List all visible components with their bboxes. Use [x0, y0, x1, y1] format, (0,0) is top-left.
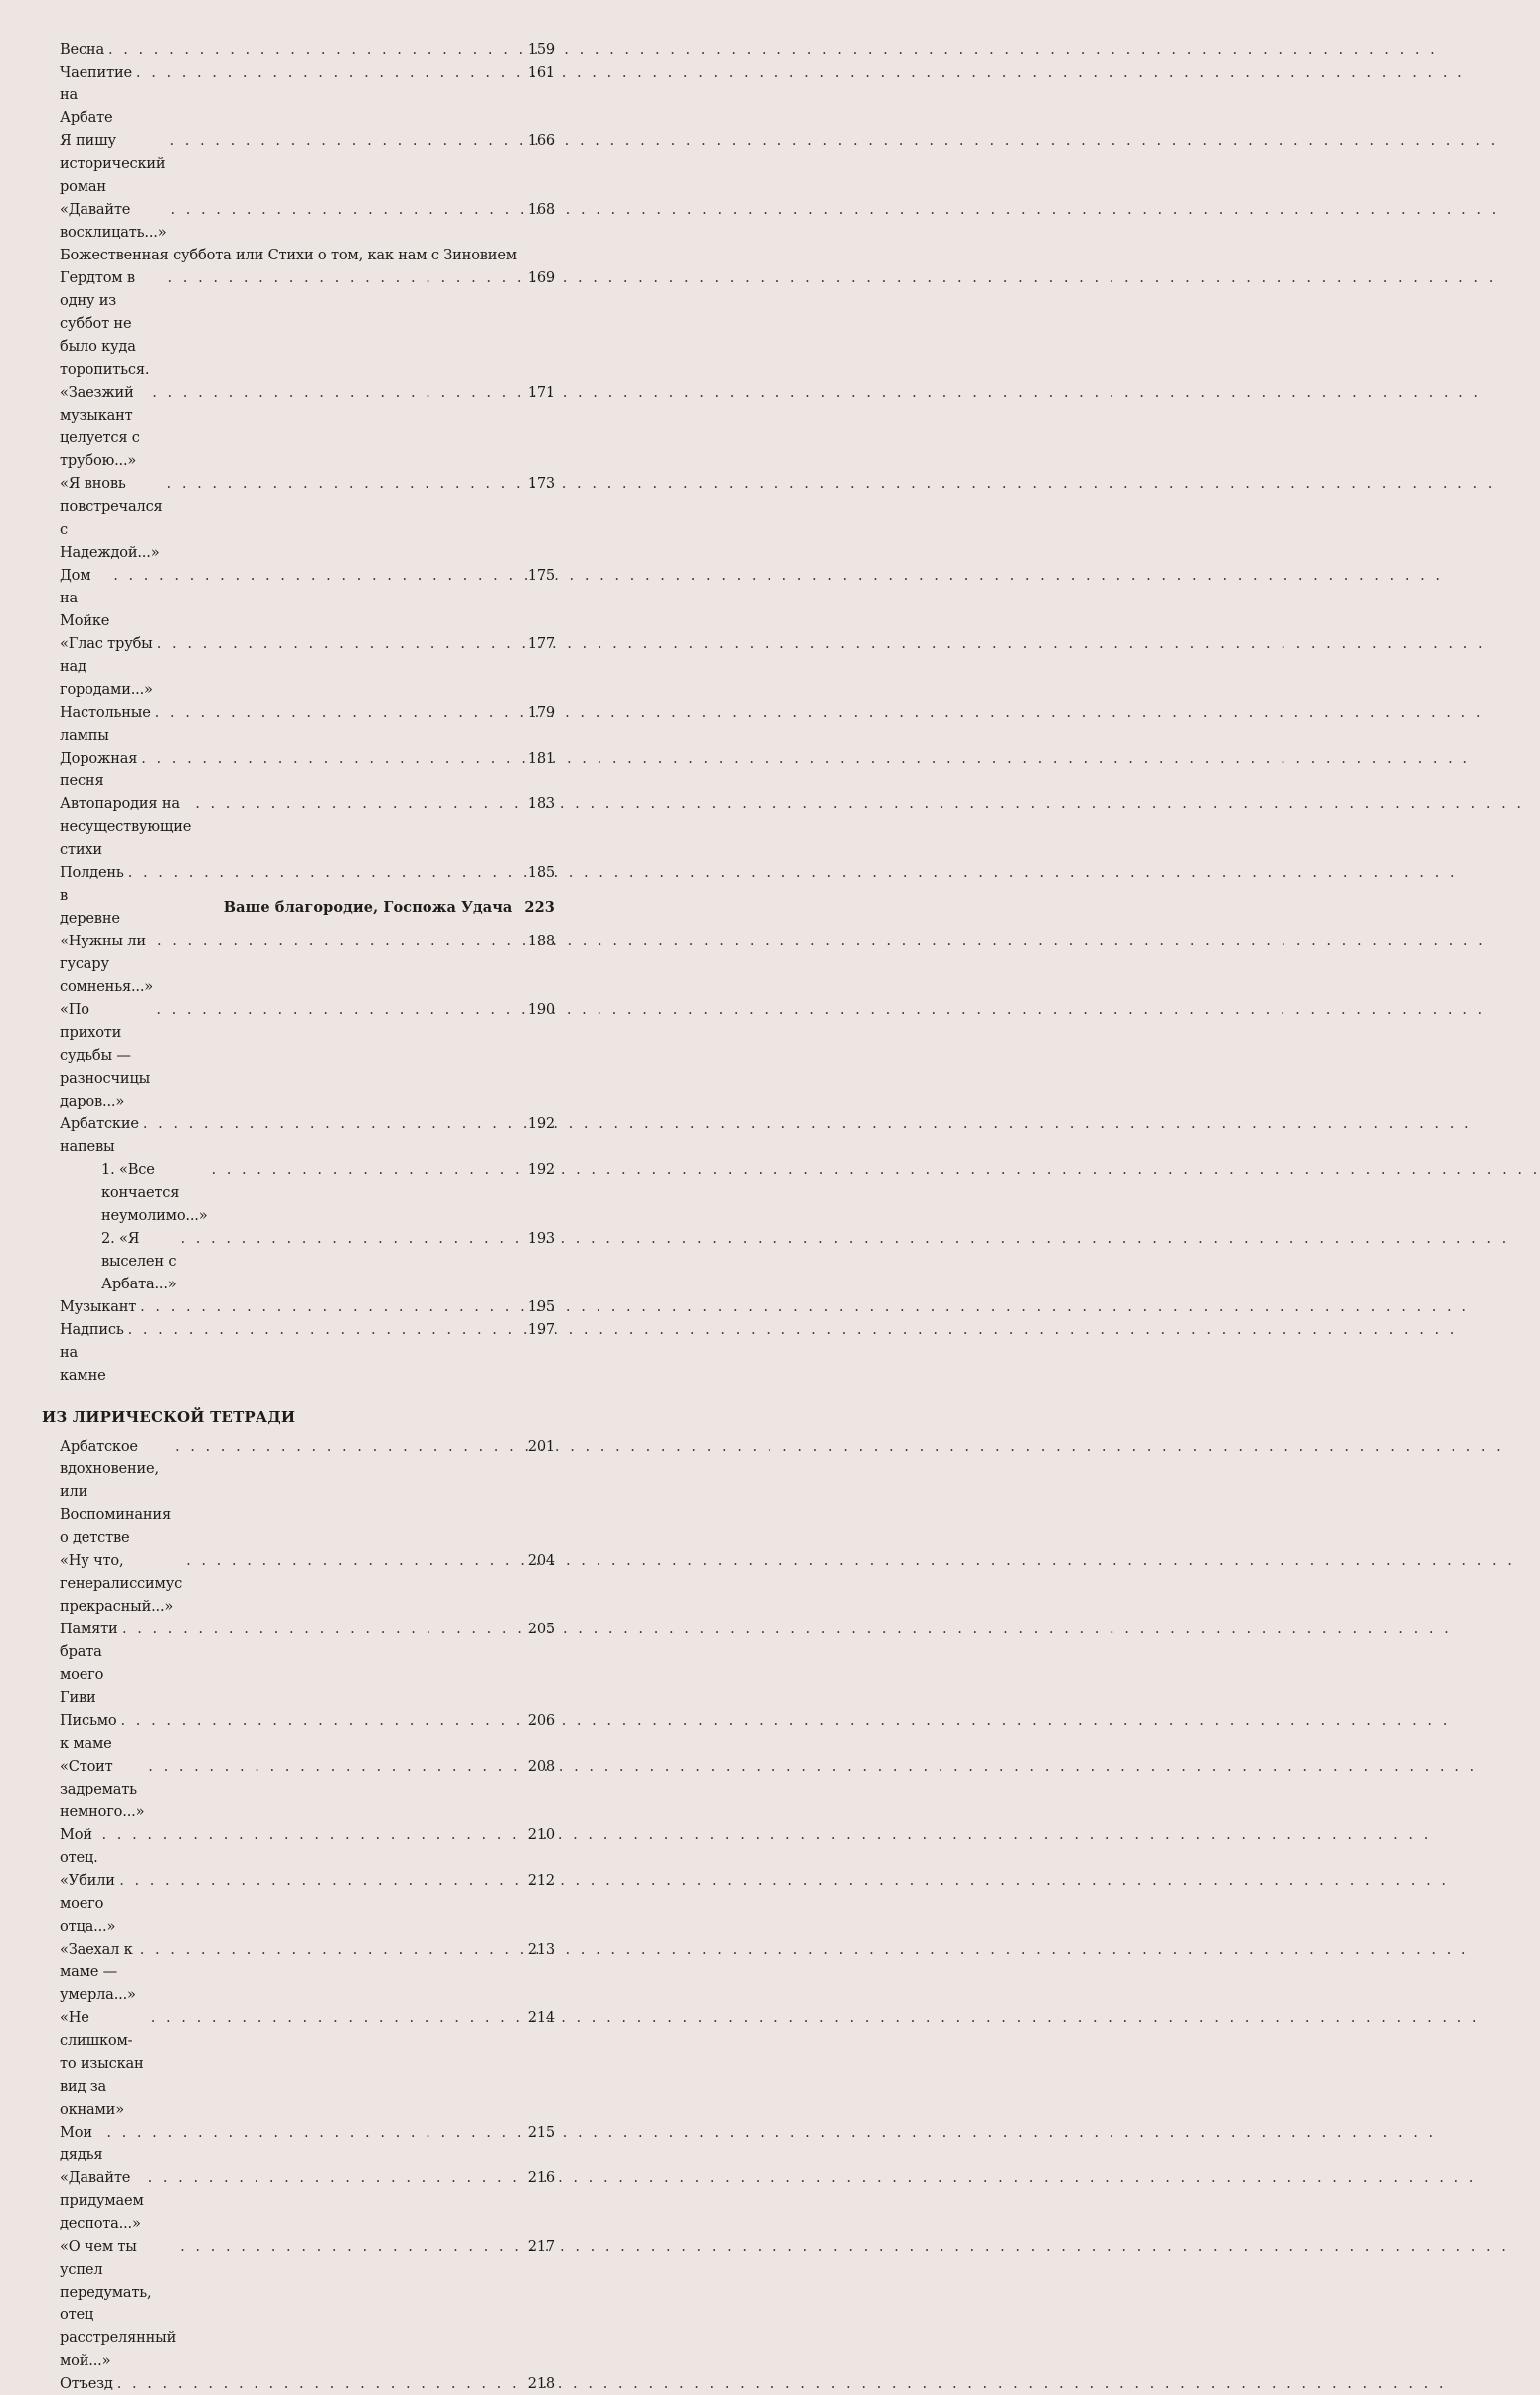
entry-title: 1. «Все кончается неумолимо...» — [101, 1161, 208, 1224]
table-of-contents — [42, 38, 555, 2395]
toc-entry — [60, 1938, 555, 2006]
dot-leader — [157, 930, 524, 952]
entry-page: 190 — [527, 1001, 555, 1018]
toc-entry — [60, 472, 555, 564]
dot-leader — [186, 1549, 524, 1572]
toc-entry — [60, 1112, 555, 1158]
running-footer — [0, 899, 555, 916]
entry-title: Дом на Мойке — [60, 567, 110, 629]
entry-page: 192 — [527, 1115, 555, 1132]
dot-leader — [140, 1295, 524, 1318]
entry-page: 193 — [527, 1230, 555, 1247]
toc-entry — [60, 61, 555, 129]
entry-title: Памяти брата моего Гиви — [60, 1621, 118, 1706]
entry-page: 169 — [527, 269, 555, 286]
entry-title: Арбатское вдохновение, или Воспоминания о детстве — [60, 1438, 171, 1546]
entry-title: Дорожная песня — [60, 750, 138, 789]
entry-title: «Заезжий музыкант целуется с трубою...» — [60, 384, 140, 469]
dot-leader — [141, 747, 523, 770]
dot-leader — [106, 2121, 523, 2143]
entry-page: 166 — [527, 132, 555, 149]
entry-title: Письмо к маме — [60, 1712, 117, 1752]
dot-leader — [211, 1158, 523, 1181]
toc-entry — [60, 564, 555, 632]
entry-title-continued: Гердтом в одну из суббот не было куда торопиться. — [60, 269, 150, 378]
dot-leader — [148, 2166, 524, 2189]
entry-page: 201 — [527, 1438, 555, 1454]
entry-title: Надпись на камне — [60, 1321, 124, 1384]
dot-leader — [168, 266, 524, 289]
entry-page: 212 — [527, 1872, 555, 1889]
entry-title: «Давайте придумаем деспота...» — [60, 2169, 144, 2232]
entry-page: 197 — [527, 1321, 555, 1338]
dot-leader — [157, 632, 524, 655]
dot-leader — [180, 2235, 524, 2258]
dot-leader — [128, 861, 524, 884]
dot-leader — [113, 564, 524, 587]
entry-title: «Глас трубы над городами...» — [60, 635, 153, 698]
entry-title: Отъезд — [60, 2375, 113, 2392]
entry-page: 214 — [527, 2009, 555, 2026]
entry-title: Весна — [60, 41, 104, 58]
dot-leader — [108, 38, 524, 61]
entry-title: «Убили моего отца...» — [60, 1872, 116, 1935]
entry-page: 204 — [527, 1552, 555, 1569]
toc-entry — [60, 2006, 555, 2121]
entry-title: Музыкант — [60, 1298, 137, 1315]
entry-title: Мои дядья — [60, 2124, 103, 2163]
toc-subentry — [60, 1158, 555, 1227]
toc-entry — [60, 861, 555, 930]
toc-entry — [60, 1869, 555, 1938]
entry-title: «Давайте восклицать...» — [60, 201, 167, 241]
dot-leader — [119, 1869, 524, 1892]
toc-entry — [60, 701, 555, 747]
dot-leader — [175, 1435, 524, 1457]
entry-title: «Я вновь повстречался с Надеждой...» — [60, 475, 163, 561]
entry-page: 206 — [527, 1712, 555, 1729]
section-heading: ИЗ ЛИРИЧЕСКОЙ ТЕТРАДИ — [42, 1408, 296, 1426]
entry-page: 217 — [527, 2238, 555, 2255]
entry-title: «По прихоти судьбы — разносчицы даров...» — [60, 1001, 151, 1110]
entry-page: 218 — [527, 2375, 555, 2392]
toc-entry — [60, 1549, 555, 1618]
entry-title: Арбатские напевы — [60, 1115, 139, 1155]
running-title: Ваше благородие, Госпожа Удача — [223, 899, 513, 916]
dot-leader — [195, 792, 524, 815]
toc-subentry — [60, 1227, 555, 1295]
dot-leader — [167, 472, 524, 495]
entry-page: 208 — [527, 1758, 555, 1775]
toc-entry — [60, 998, 555, 1112]
entry-page: 205 — [527, 1621, 555, 1637]
entry-title: «Стоит задремать немного...» — [60, 1758, 145, 1820]
toc-entry — [60, 381, 555, 472]
entry-page: 161 — [527, 64, 555, 81]
toc-entry — [60, 1435, 555, 1549]
entry-title: Я пишу исторический роман — [60, 132, 166, 195]
dot-leader — [121, 1709, 524, 1732]
dot-leader — [122, 1618, 524, 1640]
dot-leader — [152, 381, 524, 404]
dot-leader — [148, 1755, 523, 1778]
toc-entry — [60, 1823, 555, 1869]
dot-leader — [155, 701, 524, 724]
dot-leader — [128, 1318, 524, 1341]
page-number: 223 — [524, 899, 555, 916]
entry-title: «Ну что, генералиссимус прекрасный...» — [60, 1552, 183, 1615]
entry-title: Автопародия на несуществующие стихи — [60, 795, 192, 858]
entry-title: Полдень в деревне — [60, 864, 124, 927]
entry-page: 175 — [527, 567, 555, 584]
entry-page: 177 — [527, 635, 555, 652]
entry-page: 159 — [527, 41, 555, 58]
toc-entry — [60, 2235, 555, 2372]
entry-page: 183 — [527, 795, 555, 812]
toc-entry — [60, 1618, 555, 1709]
entry-page: 195 — [527, 1298, 555, 1315]
entry-page: 215 — [527, 2124, 555, 2140]
entry-page: 192 — [527, 1161, 555, 1178]
toc-entry — [60, 129, 555, 198]
dot-leader — [143, 1112, 524, 1135]
entry-title: 2. «Я выселен с Арбата...» — [101, 1230, 177, 1292]
entry-title: Мой отец. — [60, 1826, 98, 1866]
dot-leader — [170, 198, 523, 221]
entry-page: 181 — [527, 750, 555, 767]
toc-entry — [60, 792, 555, 861]
entry-page: 185 — [527, 864, 555, 881]
toc-entry — [60, 2372, 555, 2395]
toc-entry — [60, 2121, 555, 2166]
entry-title: Чаепитие на Арбате — [60, 64, 132, 126]
toc-entry — [60, 198, 555, 244]
dot-leader — [156, 998, 523, 1021]
entry-title: «Нужны ли гусару сомненья...» — [60, 933, 153, 995]
toc-entry — [60, 244, 555, 381]
toc-entry — [60, 38, 555, 61]
entry-title: «О чем ты успел передумать, отец расстрелянный мой...» — [60, 2238, 177, 2369]
dot-leader — [140, 1938, 524, 1961]
toc-entry — [60, 930, 555, 998]
entry-page: 213 — [527, 1941, 555, 1958]
toc-entry — [60, 1709, 555, 1755]
toc-entry — [60, 2166, 555, 2235]
toc-entry — [60, 747, 555, 792]
entry-page: 179 — [527, 704, 555, 721]
toc-entry — [60, 1318, 555, 1387]
entry-page: 216 — [527, 2169, 555, 2186]
dot-leader — [169, 129, 523, 152]
entry-page: 171 — [527, 384, 555, 401]
dot-leader — [181, 1227, 524, 1250]
toc-entry — [60, 632, 555, 701]
entry-page: 210 — [527, 1826, 555, 1843]
book-page — [0, 0, 597, 2392]
dot-leader — [151, 2006, 524, 2029]
entry-page: 188 — [527, 933, 555, 949]
toc-entry — [60, 1295, 555, 1318]
entry-title: «Не слишком-то изыскан вид за окнами» — [60, 2009, 144, 2118]
entry-title: Настольные лампы — [60, 704, 151, 744]
entry-title: «Заехал к маме — умерла...» — [60, 1941, 136, 2003]
dot-leader — [117, 2372, 524, 2395]
entry-page: 173 — [527, 475, 555, 492]
dot-leader — [102, 1823, 524, 1846]
entry-title: Божественная суббота или Стихи о том, как нам с Зиновием — [60, 247, 517, 263]
entry-page: 168 — [527, 201, 555, 218]
toc-entry — [60, 1755, 555, 1823]
dot-leader — [136, 61, 524, 84]
